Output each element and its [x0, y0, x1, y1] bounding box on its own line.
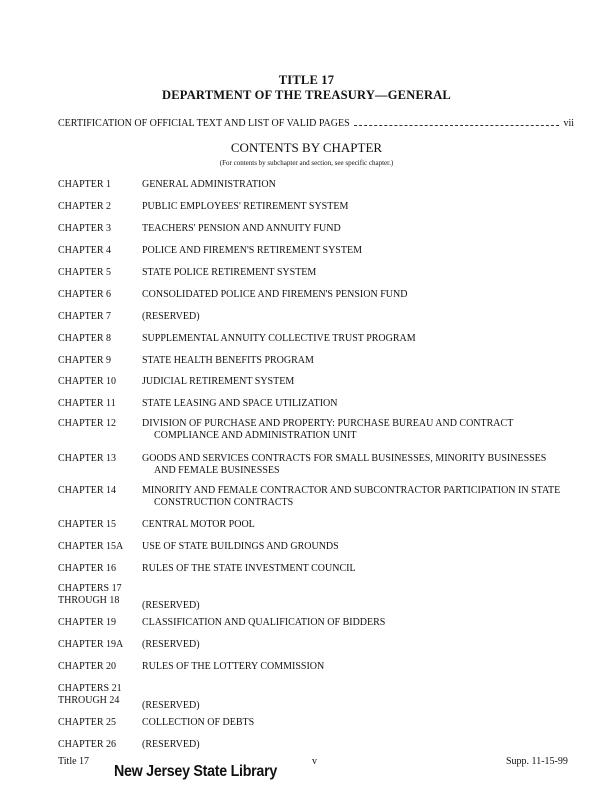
chapter-title: (RESERVED)	[142, 739, 200, 750]
chapter-title: SUPPLEMENTAL ANNUITY COLLECTIVE TRUST PROGRAM	[142, 333, 416, 344]
chapter-title: STATE POLICE RETIREMENT SYSTEM	[142, 267, 317, 278]
chapter-title: POLICE AND FIREMEN'S RETIREMENT SYSTEM	[142, 245, 362, 256]
certification-label: CERTIFICATION OF OFFICIAL TEXT AND LIST OF VALID PAGES	[58, 118, 350, 129]
chapter-number: CHAPTER 14	[58, 485, 117, 496]
chapter-number: CHAPTER 5	[58, 267, 112, 278]
chapter-title: JUDICIAL RETIREMENT SYSTEM	[142, 376, 295, 387]
chapter-number: CHAPTER 2	[58, 201, 112, 212]
leader-dots	[354, 119, 560, 126]
chapter-number: CHAPTER 26	[58, 739, 117, 750]
chapter-title: CENTRAL MOTOR POOL	[142, 519, 255, 530]
chapter-title: GOODS AND SERVICES CONTRACTS FOR SMALL BUSINESSES, MINORITY BUSINESSES AND FEMALE BUSINESSES	[142, 453, 547, 476]
certification-entry[interactable]	[58, 118, 574, 129]
footer-left: Title 17	[58, 756, 90, 767]
chapter-number: CHAPTER 10	[58, 376, 117, 387]
chapter-number: CHAPTER 13	[58, 453, 117, 464]
chapter-number: CHAPTER 1	[58, 179, 112, 190]
footer-supplement-date: Supp. 11-15-99	[506, 756, 568, 767]
chapter-number: CHAPTER 12	[58, 418, 117, 429]
chapter-title: (RESERVED)	[142, 600, 200, 611]
chapter-number: CHAPTER 19A	[58, 639, 124, 650]
chapter-number: CHAPTER 16	[58, 563, 117, 574]
chapter-title: RULES OF THE LOTTERY COMMISSION	[142, 661, 325, 672]
chapter-title: COLLECTION OF DEBTS	[142, 717, 255, 728]
chapter-title: GENERAL ADMINISTRATION	[142, 179, 276, 190]
chapter-title: MINORITY AND FEMALE CONTRACTOR AND SUBCONTRACTOR PARTICIPATION IN STATE CONSTRUCTION CONTRACTS	[142, 485, 561, 508]
contents-note: (For contents by subchapter and section, see specific chapter.)	[219, 159, 394, 167]
chapter-number: CHAPTERS 17 THROUGH 18	[58, 583, 122, 606]
chapter-number: CHAPTER 9	[58, 355, 112, 366]
chapter-number: CHAPTERS 21 THROUGH 24	[58, 683, 122, 706]
chapter-number: CHAPTER 20	[58, 661, 117, 672]
chapter-number: CHAPTER 11	[58, 398, 116, 409]
library-stamp: New Jersey State Library	[114, 763, 278, 780]
chapter-title: USE OF STATE BUILDINGS AND GROUNDS	[142, 541, 339, 552]
chapter-title: CONSOLIDATED POLICE AND FIREMEN'S PENSION FUND	[142, 289, 408, 300]
chapter-number: CHAPTER 3	[58, 223, 112, 234]
chapter-title: TEACHERS' PENSION AND ANNUITY FUND	[142, 223, 341, 234]
chapter-number: CHAPTER 7	[58, 311, 112, 322]
footer-page-number: v	[312, 756, 317, 767]
contents-heading: CONTENTS BY CHAPTER	[230, 140, 383, 155]
chapter-title: RULES OF THE STATE INVESTMENT COUNCIL	[142, 563, 356, 574]
chapter-number: CHAPTER 6	[58, 289, 112, 300]
chapter-title: CLASSIFICATION AND QUALIFICATION OF BIDDERS	[142, 617, 386, 628]
certification-page: vii	[563, 118, 574, 129]
chapter-number: CHAPTER 19	[58, 617, 117, 628]
chapter-number: CHAPTER 8	[58, 333, 112, 344]
chapter-title: (RESERVED)	[142, 311, 200, 322]
page-title-line1: TITLE 17	[278, 73, 335, 87]
chapter-title: PUBLIC EMPLOYEES' RETIREMENT SYSTEM	[142, 201, 349, 212]
chapter-title: STATE LEASING AND SPACE UTILIZATION	[142, 398, 338, 409]
chapter-title: DIVISION OF PURCHASE AND PROPERTY: PURCHASE BUREAU AND CONTRACT COMPLIANCE AND ADMINISTRATION UNIT	[142, 418, 514, 441]
page-title-line2: DEPARTMENT OF THE TREASURY—GENERAL	[162, 88, 451, 102]
chapter-number: CHAPTER 25	[58, 717, 117, 728]
chapter-title: STATE HEALTH BENEFITS PROGRAM	[142, 355, 314, 366]
chapter-number: CHAPTER 15A	[58, 541, 124, 552]
chapter-number: CHAPTER 15	[58, 519, 117, 530]
chapter-number: CHAPTER 4	[58, 245, 112, 256]
chapter-title: (RESERVED)	[142, 639, 200, 650]
chapter-title: (RESERVED)	[142, 700, 200, 711]
